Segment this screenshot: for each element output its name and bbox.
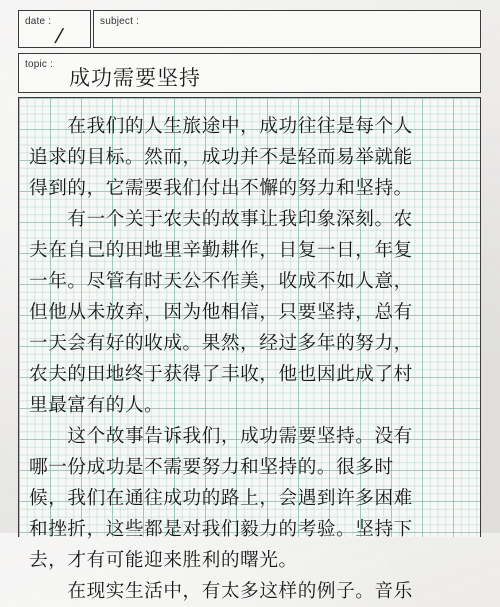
date-label: date : xyxy=(25,16,52,27)
essay-line: 哪一份成功是不需要努力和坚持的。很多时 xyxy=(29,457,394,478)
subject-label: subject : xyxy=(100,16,140,27)
date-box xyxy=(18,10,91,48)
essay-line: 一天会有好的收成。果然，经过多年的努力， xyxy=(29,333,413,354)
essay-line: 在现实生活中，有太多这样的例子。音乐 xyxy=(29,581,413,602)
essay-line: 但他从未放弃，因为他相信，只要坚持，总有 xyxy=(29,302,413,323)
essay-line: 农夫的田地终于获得了丰收，他也因此成了村 xyxy=(29,364,413,385)
essay-line: 这个故事告诉我们，成功需要坚持。没有 xyxy=(29,426,413,447)
date-value: / xyxy=(53,22,66,48)
essay-line: 追求的目标。然而，成功并不是轻而易举就能 xyxy=(29,147,413,168)
essay-line: 有一个关于农夫的故事让我印象深刻。农 xyxy=(29,209,413,230)
essay-line: 在我们的人生旅途中，成功往往是每个人 xyxy=(29,116,413,137)
essay-line: 一年。尽管有时天公不作美，收成不如人意， xyxy=(29,271,413,292)
essay-line: 候，我们在通往成功的路上，会遇到许多困难 xyxy=(29,488,413,509)
topic-box xyxy=(18,53,481,93)
essay-line: 里最富有的人。 xyxy=(29,395,164,416)
essay-line: 夫在自己的田地里辛勤耕作，日复一日，年复 xyxy=(29,240,413,261)
essay-line: 得到的，它需要我们付出不懈的努力和坚持。 xyxy=(29,178,413,199)
topic-label: topic : xyxy=(25,59,54,70)
essay-line: 去，才有可能迎来胜利的曙光。 xyxy=(29,550,298,571)
topic-title: 成功需要坚持 xyxy=(69,66,201,90)
essay-line: 和挫折，这些都是对我们毅力的考验。坚持下 xyxy=(29,519,413,540)
subject-box xyxy=(93,10,481,48)
